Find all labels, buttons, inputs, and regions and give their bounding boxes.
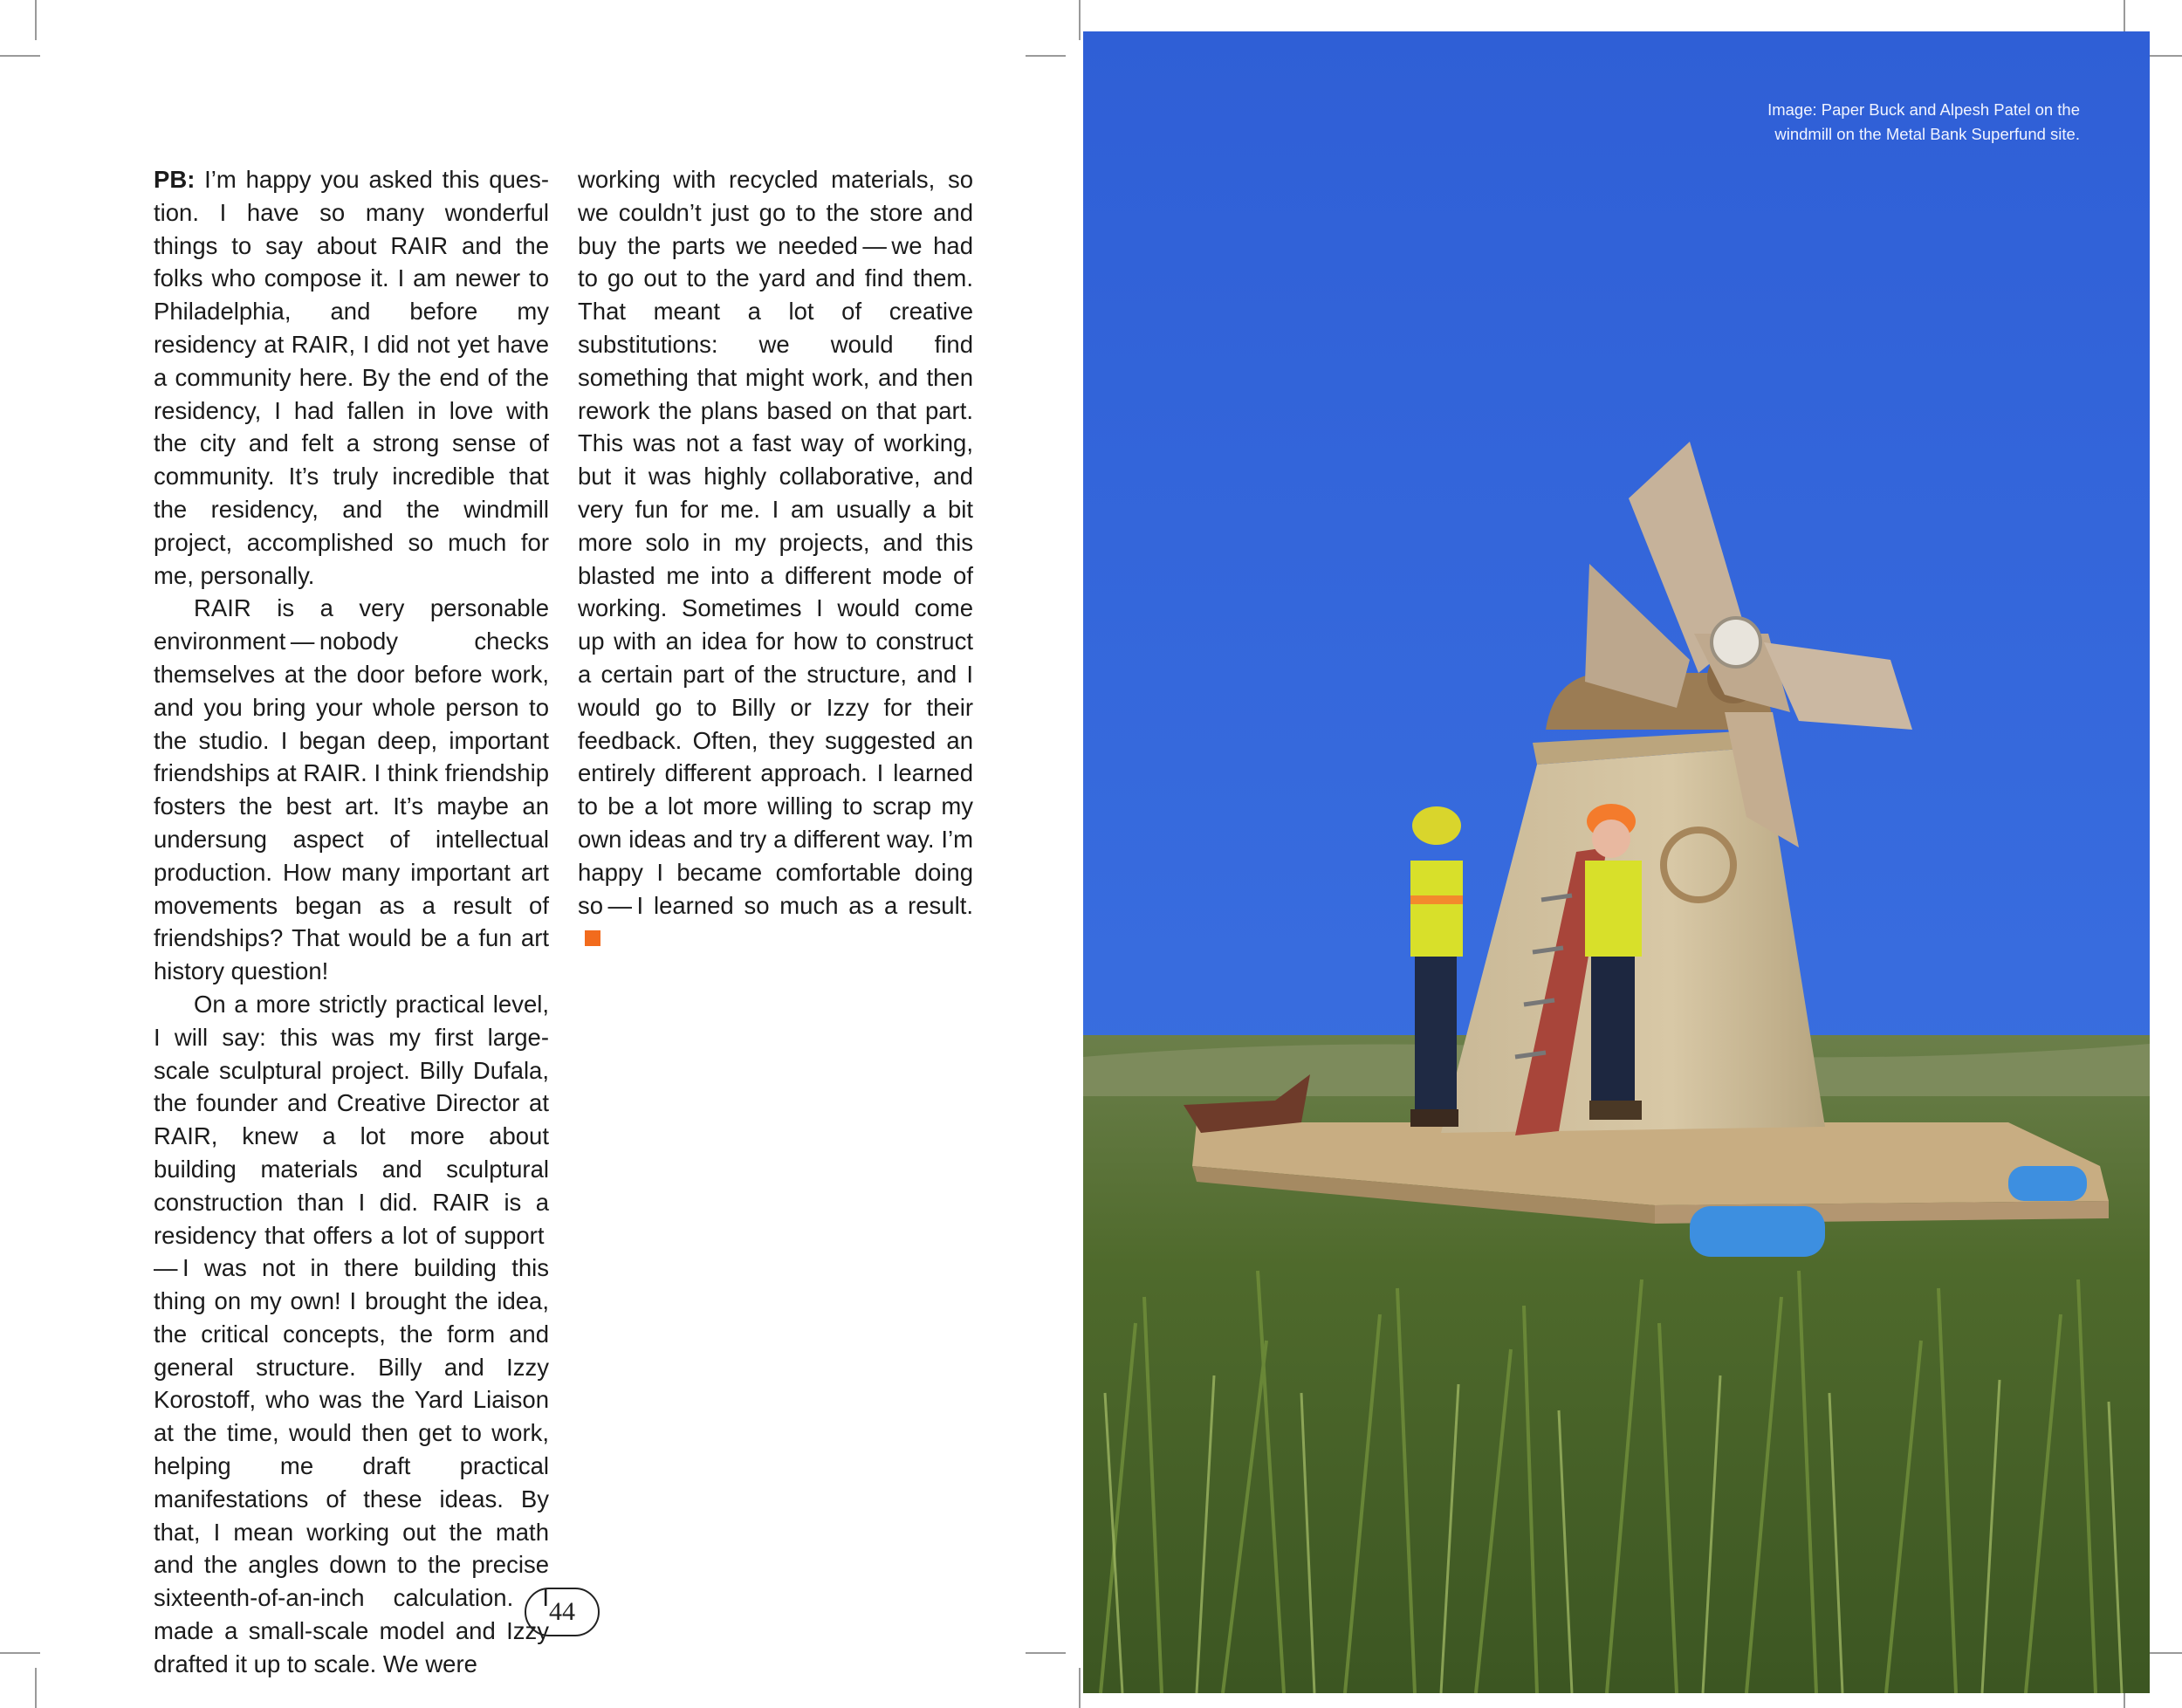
body-column-right [578,163,973,955]
page-number: 44 [525,1588,600,1636]
paragraph [154,163,549,592]
paragraph: On a more strictly practical level, I will say: this was my first large-scale sculptural project. Billy Dufala, the founder and Creative Director at RAIR, knew a lot more about building materials and sculptural construction than I did. RAIR is a residency that offers a lot of support — I was not in there building this thing on my own! I brought the idea, the critical concepts, the form and general structure. Billy and Izzy Korostoff, who was the Yard Liaison at the time, would then get to work, helping me draft practical manifestations of these ideas. By that, I mean working out the math and the angles down to the precise sixteenth-of-an-inch calculation. I made a small-scale model and Izzy drafted it up to scale. We were [154,990,549,1677]
paragraph-text: I’m happy you asked this question. I have so many wonderful things to say about RAIR and the folks who compose it. I am newer to Philadelphia, and before my residency at RAIR, I did not yet have a community here. By the end of the residency, I had fallen in love with the city and felt a strong sense of community. It’s truly incredible that the residency, and the windmill project, accomplished so much for me, personally. [154,166,549,589]
photo-caption [1696,98,2080,147]
end-mark-square-icon [585,930,600,946]
crop-mark [35,0,37,40]
crop-mark [35,1668,37,1708]
windmill-photo [1083,31,2150,1693]
crop-mark [1079,1668,1081,1708]
caption-line: windmill on the Metal Bank Superfund site. [1774,125,2080,143]
crop-mark [0,55,40,57]
speaker-initials: PB: [154,166,196,193]
crop-mark [1026,55,1066,57]
crop-mark [0,1652,40,1654]
crop-mark [1079,0,1081,40]
paragraph: RAIR is a very personable environment — nobody checks themselves at the door before work, and you bring your whole person to the studio. I began deep, important friendships at RAIR. I think friendship fosters the best art. It’s maybe an undersung aspect of intellectual production. How many important art movements began as a result of friendships? That would be a fun art history question! [154,594,549,985]
paragraph [578,163,973,955]
caption-line: Image: Paper Buck and Alpesh Patel on the [1767,100,2080,119]
body-column-left [154,163,549,1681]
crop-mark [1026,1652,1066,1654]
paragraph-text: working with recycled materials, so we couldn’t just go to the store and buy the parts we needed — we had to go out to the yard and find them. That meant a lot of creative substitutions: we would find something that might work, and then rework the plans based on that part. This was not a fast way of working, but it was highly collaborative, and very fun for me. I am usually a bit more solo in my projects, and this blasted me into a different mode of working. Sometimes I would come up with an idea for how to construct a certain part of the structure, and I would go to Billy or Izzy for their feedback. Often, they suggested an entirely different approach. I learned to be a lot more willing to scrap my own ideas and try a different way. I’m happy I became comfortable doing so — I learned so much as a result. [578,166,973,919]
